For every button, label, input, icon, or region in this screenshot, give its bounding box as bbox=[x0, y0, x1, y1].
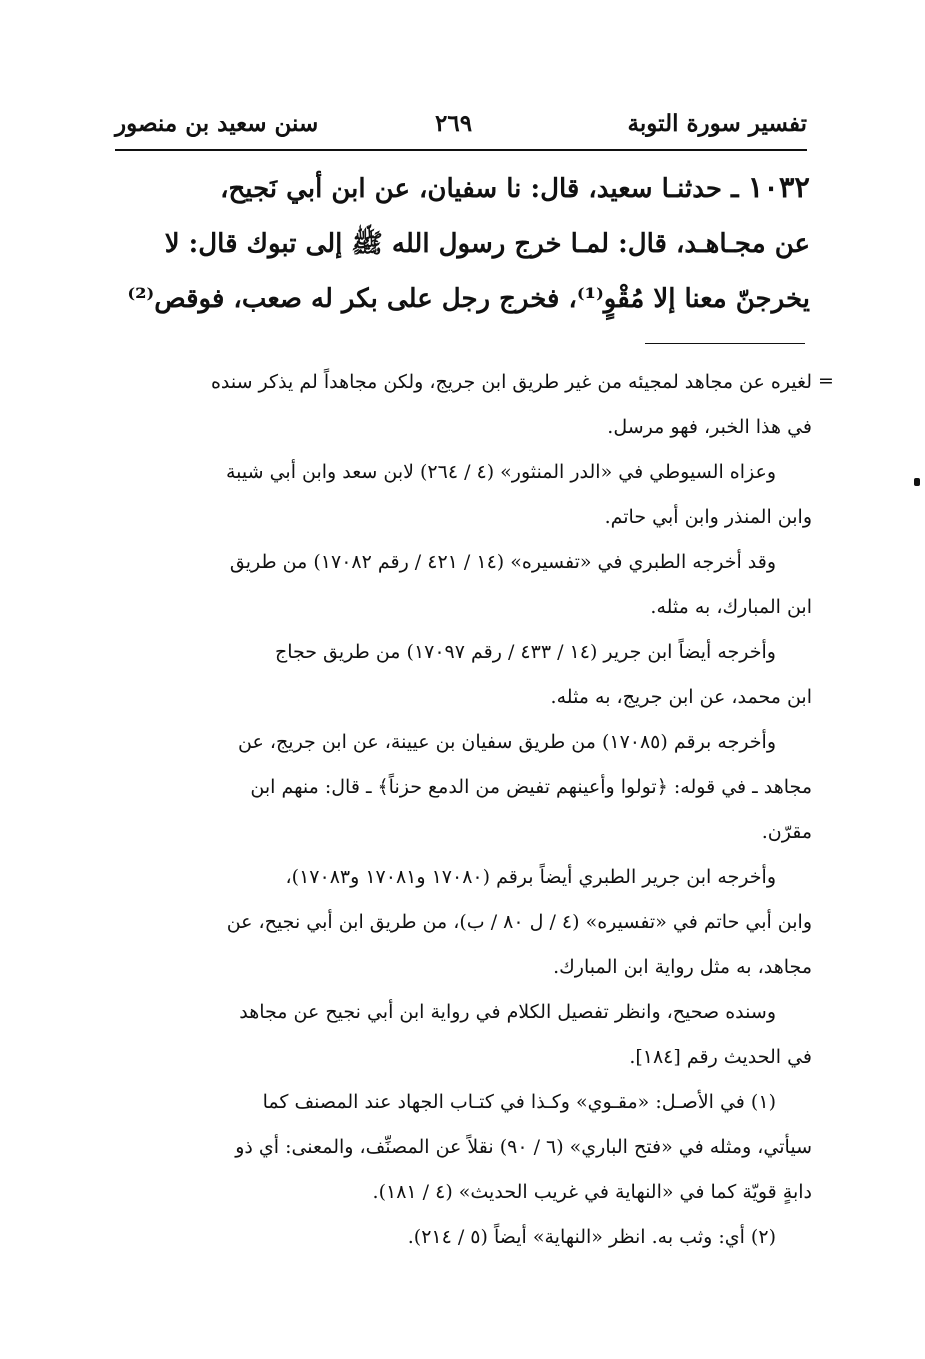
margin-dot bbox=[914, 478, 920, 486]
hadith-line-2: عن مجـاهـد، قال: لمـا خرج رسول الله ﷺ إلى تبوك قال: لا bbox=[164, 229, 810, 259]
running-header bbox=[115, 104, 807, 150]
footnote-line: في هذا الخبر، فهو مرسل. bbox=[607, 416, 812, 438]
footnote-line: مجاهد ـ في قوله: ﴿تولوا وأعينهم تفيض من الدمع حزناً﴾ ـ قال: منهم ابن bbox=[250, 776, 812, 798]
footnote-line: وقد أخرجه الطبري في «تفسيره» (١٤ / ٤٢١ / رقم ١٧٠٨٢) من طريق bbox=[229, 551, 776, 573]
book-title: سنن سعيد بن منصور bbox=[115, 110, 319, 137]
footnote-separator bbox=[645, 343, 805, 344]
footnote-line: وابن المنذر وابن أبي حاتم. bbox=[604, 506, 812, 528]
footnote-line: في الحديث رقم [١٨٤]. bbox=[629, 1046, 812, 1068]
footnote-line: ابن المبارك، به مثله. bbox=[650, 596, 812, 618]
footnote-line: مجاهد، به مثل رواية ابن المبارك. bbox=[553, 956, 812, 978]
continuation-mark: = bbox=[818, 370, 834, 392]
footnote-line: ابن محمد، عن ابن جريج، به مثله. bbox=[550, 686, 812, 708]
footnote-line: لغيره عن مجاهد لمجيئه من غير طريق ابن جريج، ولكن مجاهداً لم يذكر سنده bbox=[210, 371, 812, 393]
footnote-line: وسنده صحيح، وانظر تفصيل الكلام في رواية ابن أبي نجيح عن مجاهد bbox=[239, 1001, 776, 1023]
header-rule bbox=[115, 149, 807, 151]
footnote-line: مقرّن. bbox=[761, 821, 812, 843]
footnote-line: (١) في الأصـل: «مقـوي» وكـذا في كتـاب الجهاد عند المصنف كما bbox=[262, 1091, 776, 1113]
footnote-line: سيأتي، ومثله في «فتح الباري» (٦ / ٩٠) نقلاً عن المصنِّف، والمعنى: أي ذو bbox=[235, 1136, 812, 1158]
footnote-line: دابةٍ قويّة كما في «النهاية في غريب الحديث» (٤ / ١٨١). bbox=[372, 1181, 812, 1203]
footnote-line: وأخرجه أيضاً ابن جرير (١٤ / ٤٣٣ / رقم ١٧٠٩٧) من طريق حجاج bbox=[274, 641, 776, 663]
hadith-number: ١٠٣٢ bbox=[747, 170, 810, 204]
footnote-line: وأخرجه برقم (١٧٠٨٥) من طريق سفيان بن عيينة، عن ابن جريج، عن bbox=[238, 731, 776, 753]
footnote-line: وأخرجه ابن جرير الطبري أيضاً برقم (١٧٠٨٠ و١٧٠٨١ و١٧٠٨٣)، bbox=[285, 866, 776, 888]
page-number: ٢٦٩ bbox=[435, 110, 473, 137]
footnotes bbox=[112, 360, 812, 1260]
footnote-line: وابن أبي حاتم في «تفسيره» (٤ / ل ٨٠ / ب)، من طريق ابن أبي نجيح، عن bbox=[226, 911, 812, 933]
hadith-line-1-text: ـ حدثنـا سعيد، قال: نا سفيان، عن ابن أبي نَجيح، bbox=[220, 174, 748, 204]
surah-title: تفسير سورة التوبة bbox=[627, 110, 807, 137]
hadith-line-1 bbox=[112, 160, 810, 217]
footnote-line: وعزاه السيوطي في «الدر المنثور» (٤ / ٢٦٤) لابن سعد وابن أبي شيبة bbox=[225, 461, 776, 483]
footnote-line: (٢) أي: وثب به. انظر «النهاية» أيضاً (٥ / ٢١٤). bbox=[407, 1226, 776, 1248]
hadith-line-3: يخرجنّ معنا إلا مُقْوٍ⁽¹⁾، فخرج رجل على بكر له صعب، فوقص⁽²⁾ bbox=[127, 284, 810, 314]
hadith-text bbox=[112, 160, 810, 327]
